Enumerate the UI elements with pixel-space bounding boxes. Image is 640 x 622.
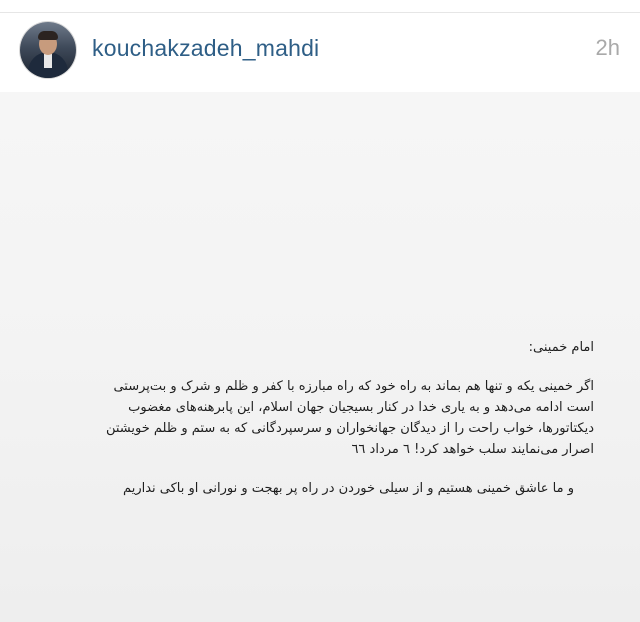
top-divider (0, 0, 640, 13)
post-header (0, 13, 640, 91)
closing-line: و ما عاشق خمینی هستیم و از سیلی خوردن در راه پر بهجت و نورانی او باکی نداریم (123, 481, 574, 496)
quote-title: امام خمینی: (528, 340, 594, 355)
image-text-block (86, 337, 594, 499)
post-image[interactable] (0, 92, 640, 622)
username-link[interactable]: kouchakzadeh_mahdi (92, 35, 320, 61)
post-timestamp: 2h (595, 35, 620, 60)
avatar[interactable] (20, 22, 76, 78)
avatar-hair (38, 31, 58, 40)
avatar-collar (44, 54, 52, 68)
quote-body: اگر خمینی یکه و تنها هم بماند به راه خود که راه مبارزه با کفر و ظلم و شرک و بت‌پرستی است ادامه می‌دهد و به یاری خدا در کنار بسیجیان جهان اسلام، این پابرهنه‌های مغضوب دیکتاتورها، خواب راحت را از دیدگان جهانخواران و سرسپردگانی که به ستم و ظلم خویشتن اصرار می‌نمایند سلب خواهد کرد! ٦ مرداد ٦٦ (105, 379, 594, 457)
